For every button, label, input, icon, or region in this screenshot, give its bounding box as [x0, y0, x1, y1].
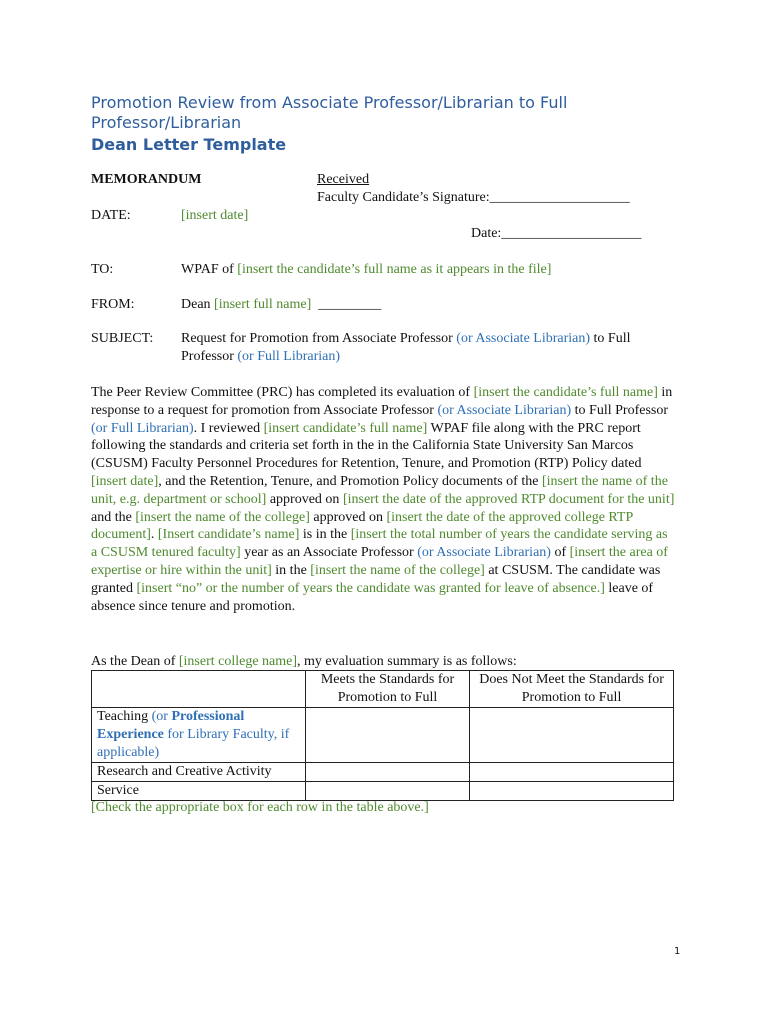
research-meets-checkbox[interactable]	[305, 763, 469, 782]
header-meets-standards: Meets the Standards for Promotion to Full	[305, 671, 469, 708]
signature-date-line: Date:____________________	[471, 226, 642, 241]
memorandum-label: MEMORANDUM	[91, 172, 202, 187]
from-value: [insert full name]	[214, 297, 312, 312]
body-text: and the	[91, 509, 136, 525]
date-value: [insert date]	[181, 208, 249, 223]
teaching-not-meets-checkbox[interactable]	[470, 708, 674, 763]
table-row	[92, 708, 674, 763]
body-text: to Full Professor	[571, 402, 669, 418]
body-alternative: (or Associate Librarian)	[417, 545, 551, 561]
signature-line: Faculty Candidate’s Signature:____________________	[317, 190, 630, 205]
body-placeholder: [insert the candidate’s full name]	[473, 385, 658, 400]
table-instruction-note: [Check the appropriate box for each row in the table above.]	[91, 800, 429, 815]
table-header-empty	[92, 671, 306, 708]
subject-alt2: (or Full Librarian)	[237, 349, 341, 364]
body-text: , and the Retention, Tenure, and Promotion Policy documents of the	[158, 473, 542, 489]
research-not-meets-checkbox[interactable]	[470, 763, 674, 782]
body-placeholder: [insert the date of the approved college RTP document]	[91, 509, 633, 543]
to-line	[181, 261, 551, 279]
row-label-teaching	[92, 708, 306, 763]
subject-part1: Request for Promotion from Associate Professor	[181, 331, 457, 346]
body-text: at CSUSM. The candidate was granted	[91, 562, 661, 596]
body-text: leave of absence since tenure and promotion.	[91, 580, 654, 614]
body-placeholder: [insert the area of expertise or hire within the unit]	[91, 545, 668, 578]
row-label-service: Service	[92, 782, 306, 801]
body-text: approved on	[266, 491, 343, 507]
body-alternative: (or Full Librarian)	[91, 420, 194, 436]
to-value: [insert the candidate’s full name as it appears in the file]	[237, 262, 552, 277]
subject-label: SUBJECT:	[91, 331, 154, 346]
body-paragraph	[91, 384, 676, 615]
summary-suffix: , my evaluation summary is as follows:	[297, 654, 517, 669]
from-line	[181, 296, 381, 314]
to-label: TO:	[91, 262, 114, 277]
from-prefix: Dean	[181, 297, 215, 312]
body-text: . I reviewed	[193, 420, 264, 436]
body-placeholder: [Insert candidate’s name]	[157, 527, 300, 543]
table-row	[92, 763, 674, 782]
document-title: Promotion Review from Associate Professor/Librarian to Full Professor/Librarian	[91, 93, 568, 132]
body-placeholder: [insert candidate’s full name]	[263, 420, 428, 436]
table-row	[92, 782, 674, 801]
page-number: 1	[674, 946, 681, 957]
summary-prefix: As the Dean of	[91, 654, 179, 669]
body-text: WPAF file along with the PRC report following the standards and criteria set forth in the in the California State University San Marcos (CSUSM) Faculty Personnel Procedures for Retention, Tenure, and Promotion (RTP) Policy dated	[91, 420, 642, 472]
body-placeholder: [insert date]	[91, 473, 159, 489]
teaching-meets-checkbox[interactable]	[305, 708, 469, 763]
body-placeholder: [insert the name of the college]	[310, 562, 485, 578]
body-text: The Peer Review Committee (PRC) has completed its evaluation of	[91, 385, 474, 400]
from-label: FROM:	[91, 297, 135, 312]
summary-college: [insert college name]	[178, 654, 298, 669]
table-header-row	[92, 671, 674, 708]
teaching-rest: for Library Faculty, if applicable)	[97, 727, 290, 760]
document-subtitle: Dean Letter Template	[91, 135, 287, 154]
body-alternative: (or Associate Librarian)	[437, 402, 572, 418]
body-text: of	[550, 545, 570, 561]
teaching-text: Teaching	[97, 709, 152, 724]
body-placeholder: [insert the total number of years the candidate serving as a CSUSM tenured faculty]	[91, 527, 668, 561]
body-text: in response to a request for promotion from Associate Professor	[91, 385, 673, 418]
subject-part2: to Full Professor	[181, 331, 631, 364]
evaluation-table	[91, 670, 674, 801]
teaching-or: (or	[151, 709, 172, 724]
service-meets-checkbox[interactable]	[305, 782, 469, 801]
body-placeholder: [insert the date of the approved RTP document for the unit]	[342, 491, 675, 507]
body-text: year as an Associate Professor	[240, 545, 418, 561]
subject-alt1: (or Associate Librarian)	[456, 331, 591, 346]
subject-text	[181, 330, 681, 366]
body-text: in the	[271, 562, 311, 578]
header-not-meets-standards: Does Not Meet the Standards for Promotion to Full	[470, 671, 674, 708]
body-text: approved on	[309, 509, 387, 525]
body-placeholder: [insert the name of the college]	[135, 509, 310, 525]
date-label: DATE:	[91, 208, 131, 223]
body-placeholder: [insert “no” or the number of years the candidate was granted for leave of absence.]	[136, 580, 605, 596]
received-label: Received	[317, 172, 370, 187]
to-prefix: WPAF of	[181, 262, 238, 277]
teaching-professional: Professional Experience	[97, 709, 245, 742]
body-text: is in the	[299, 527, 351, 543]
body-text: .	[150, 527, 158, 543]
row-label-research: Research and Creative Activity	[92, 763, 306, 782]
service-not-meets-checkbox[interactable]	[470, 782, 674, 801]
body-placeholder: [insert the name of the unit, e.g. department or school]	[91, 473, 668, 507]
from-blank: _________	[318, 297, 382, 312]
summary-intro	[91, 653, 517, 671]
